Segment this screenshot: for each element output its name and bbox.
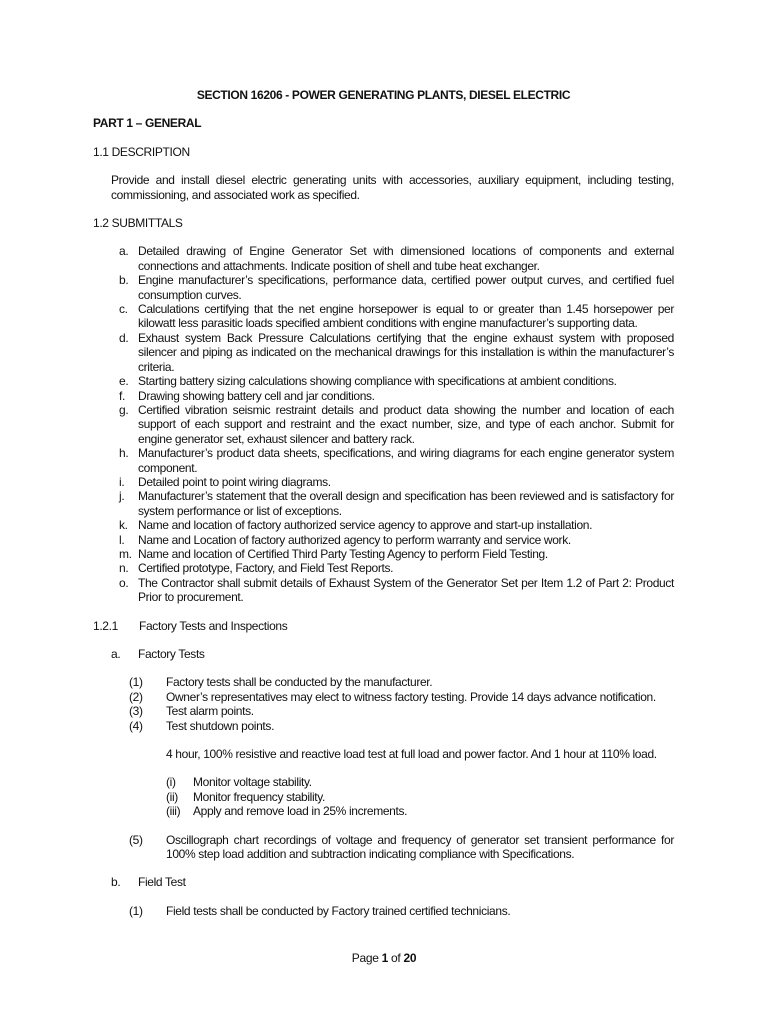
section-heading-text: Factory Tests and Inspections [139,618,288,633]
document-body [93,88,674,932]
submittals-list [93,244,674,604]
list-text: Engine manufacturer’s specifications, performance data, certified power output curves, and certified fuel consumption curves. [138,273,674,302]
field-tests-list [93,904,674,918]
list-text: Manufacturer’s statement that the overall design and specification has been reviewed and is satisfactory for system performance or list of exceptions. [138,489,674,518]
section-number: 1.2.1 [93,618,118,633]
page-label: Page [351,951,382,965]
list-item [93,446,674,475]
list-marker: (i) [166,775,176,790]
list-item [93,273,674,302]
list-marker: e. [119,374,129,389]
list-text: Test shutdown points. [166,718,275,733]
list-item [93,403,674,446]
list-item [93,547,674,561]
list-text: Calculations certifying that the net engine horsepower is equal to or greater than 1.45 horsepower per kilowatt less parasitic loads specified ambient conditions with engine manufacturer’s supporting data. [138,302,674,331]
list-marker: (iii) [166,804,181,819]
list-marker: j. [119,489,125,504]
list-text: Monitor voltage stability. [193,775,312,790]
heading-factory-tests-inspections [93,619,674,633]
list-marker: d. [119,330,129,345]
page-of-label: of [388,951,404,965]
list-marker: f. [119,388,125,403]
page-footer [0,951,768,965]
list-text: Name and Location of factory authorized agency to perform warranty and service work. [138,532,571,547]
list-item [93,690,674,704]
section-title: SECTION 16206 - POWER GENERATING PLANTS, DIESEL ELECTRIC [196,88,571,102]
part-heading: PART 1 – GENERAL [93,116,202,131]
list-text: Detailed point to point wiring diagrams. [138,474,331,489]
heading-submittals: 1.2 SUBMITTALS [93,216,183,231]
list-item [93,804,674,818]
list-marker: h. [119,446,129,461]
list-item [93,244,674,273]
list-item [93,704,674,718]
oscillograph-item-list [93,833,674,862]
list-marker: b. [111,875,121,890]
list-marker: l. [119,532,125,547]
list-marker: (2) [129,689,143,704]
list-text: Drawing showing battery cell and jar conditions. [138,388,375,403]
list-item [93,675,674,689]
list-text: Detailed drawing of Engine Generator Set with dimensioned locations of components and external connections and attachments. Indicate position of shell and tube heat exchanger. [138,244,674,273]
list-item [93,833,674,862]
list-text: Owner’s representatives may elect to witness factory testing. Provide 14 days advance notification. [166,689,656,704]
list-text: The Contractor shall submit details of Exhaust System of the Generator Set per Item 1.2 of Part 2: Product Prior to procurement. [138,575,674,605]
list-item [93,904,674,918]
list-marker: m. [119,546,132,561]
list-item [93,475,674,489]
current-page-number: 1 [381,951,388,965]
list-item [93,576,674,605]
list-text: Factory tests shall be conducted by the manufacturer. [166,675,433,690]
list-marker: a. [111,647,121,661]
list-text: Test alarm points. [166,704,254,719]
list-marker: (3) [129,704,143,719]
list-marker: a. [119,244,129,259]
list-item [93,389,674,403]
list-marker: b. [119,273,129,288]
list-marker: k. [119,518,128,533]
list-text: Factory Tests [138,647,205,661]
total-page-count: 20 [403,951,417,965]
field-test-heading [111,875,674,889]
list-marker: c. [119,302,128,317]
list-item [93,489,674,518]
list-marker: (5) [129,832,143,847]
list-item [93,374,674,388]
list-text: Oscillograph chart recordings of voltage and frequency of generator set transient performance for 100% step load addition and subtraction indicating compliance with Specifications. [166,832,674,862]
list-marker: g. [119,402,129,417]
factory-tests-list [93,675,674,733]
list-marker: o. [119,575,129,590]
list-text: Field tests shall be conducted by Factory trained certified technicians. [166,903,511,918]
list-marker: (1) [129,675,143,690]
list-text: Certified vibration seismic restraint details and product data showing the number and location of each support of each support and restraint and the exact number, size, and type of each anchor. Submit for engine generator set, exhaust silencer and battery rack. [138,402,674,446]
list-text: Exhaust system Back Pressure Calculations certifying that the engine exhaust system with proposed silencer and piping as indicated on the mechanical drawings for this installation is within the manufacturer’s criteria. [138,330,674,374]
list-text: Name and location of factory authorized service agency to approve and start-up installation. [138,518,593,533]
list-item [93,719,674,733]
list-item [93,775,674,789]
list-marker: i. [119,474,125,489]
list-item [93,533,674,547]
list-item [93,302,674,331]
factory-tests-heading [111,647,674,661]
description-paragraph: Provide and install diesel electric generating units with accessories, auxiliary equipment, including testing, commissioning, and associated work as specified. [111,173,674,202]
list-text: Monitor frequency stability. [193,789,326,804]
list-marker: (1) [129,903,143,918]
list-text: Apply and remove load in 25% increments. [193,804,408,819]
list-marker: (ii) [166,789,178,804]
list-marker: (4) [129,718,143,733]
list-text: Manufacturer’s product data sheets, specifications, and wiring diagrams for each engine generator system component. [138,446,674,475]
list-item [93,561,674,575]
monitor-list [93,775,674,818]
list-item [93,790,674,804]
list-marker: n. [119,561,129,576]
list-text: Name and location of Certified Third Party Testing Agency to perform Field Testing. [138,546,548,561]
list-item [93,518,674,532]
list-text: Starting battery sizing calculations showing compliance with specifications at ambient conditions. [138,374,617,389]
list-item [93,331,674,374]
list-text: Certified prototype, Factory, and Field Test Reports. [138,561,394,576]
list-text: Field Test [138,875,186,890]
heading-description: 1.1 DESCRIPTION [93,144,190,159]
load-test-paragraph: 4 hour, 100% resistive and reactive load test at full load and power factor. And 1 hour at 110% load. [166,747,657,762]
